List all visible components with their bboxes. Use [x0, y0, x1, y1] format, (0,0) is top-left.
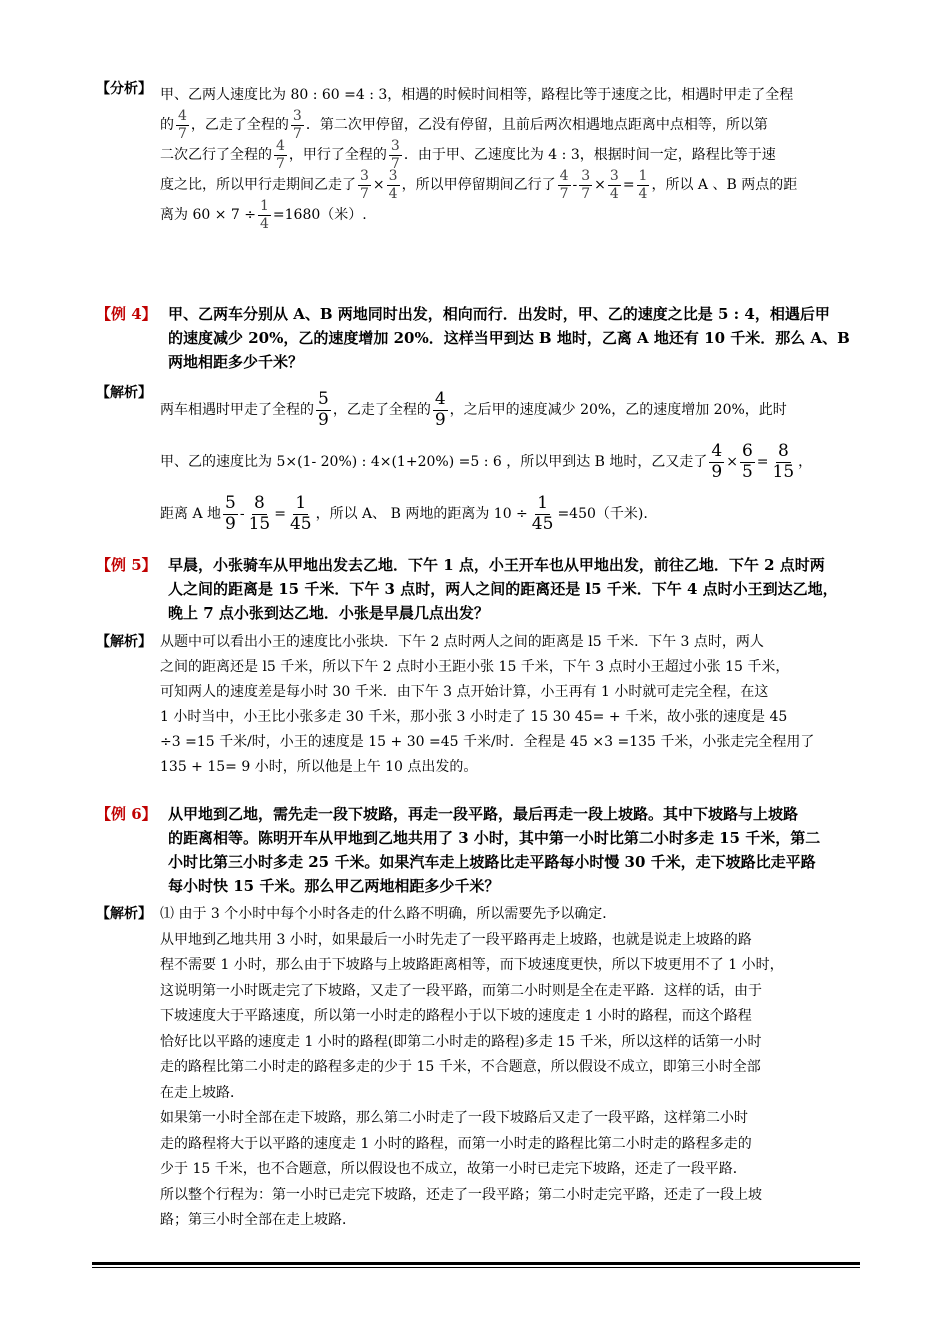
- analysis-line: [160, 140, 862, 170]
- fraction: $\frac{3}{7}$: [360, 168, 369, 202]
- solution-4: [96, 384, 862, 540]
- text-segment: ．由于甲、乙速度比为 4 : 3，根据时间一定，路程比等于速: [403, 147, 776, 163]
- solution-line: [160, 436, 862, 488]
- question-line: 甲、乙两车分别从 A、B 两地同时出发，相向而行．出发时，甲、乙的速度之比是 5 : 4，相遇后甲: [168, 305, 830, 323]
- text-segment: ，: [798, 454, 813, 470]
- fraction: $\frac{3}{7}$: [581, 168, 591, 202]
- solution-line: 所以整个行程为：第一小时已走完下坡路，还走了一段平路；第二小时走完平路，还走了一段上坡: [160, 1186, 762, 1203]
- question-line: 的速度减少 20%，乙的速度增加 20%．这样当甲到达 B 地时，乙离 A 地还有 10 千米．那么 A、B: [168, 329, 850, 347]
- solution-line: 在走上坡路．: [160, 1084, 244, 1101]
- example-label: 【例 4】: [96, 305, 157, 323]
- text-segment: 离为 60 × 7 ÷: [160, 207, 256, 223]
- text-segment: -: [572, 177, 578, 193]
- example-label: 【例 5】: [96, 556, 157, 574]
- text-segment: 距离 A 地: [160, 506, 222, 522]
- fraction: $\frac{3}{4}$: [388, 168, 398, 202]
- solution-line: 恰好比以平路的速度走 1 小时的路程(即第二小时走的路程)多走 15 千米，所以这样的话第一小时: [160, 1033, 762, 1050]
- fraction: $\frac{1}{45}$: [289, 492, 312, 534]
- question-line: 人之间的距离是 15 千米．下午 3 点时，两人之间的距离还是 l5 千米．下午 4 点时小王到达乙地，: [168, 580, 838, 598]
- solution-line: 如果第一小时全部在走下坡路，那么第二小时走了一段下坡路后又走了一段平路，这样第二小时: [160, 1110, 748, 1126]
- question-line: 晚上 7 点小张到达乙地．小张是早晨几点出发？: [168, 604, 489, 622]
- analysis-line: [160, 110, 862, 140]
- fraction: $\frac{4}{9}$: [434, 388, 446, 430]
- fraction: $\frac{4}{7}$: [276, 138, 285, 172]
- fraction: $\frac{4}{9}$: [711, 440, 723, 482]
- fraction: $\frac{1}{4}$: [259, 198, 269, 232]
- solution-6: [96, 902, 862, 1234]
- fraction: $\frac{4}{7}$: [559, 168, 569, 202]
- text-segment: =: [756, 454, 769, 470]
- fraction: $\frac{8}{15}$: [248, 492, 271, 534]
- text-segment: =1680（米）.: [272, 207, 367, 223]
- solution-line: 下坡速度大于平路速度，所以第一小时走的路程小于以下坡的速度走 1 小时的路程，而这个路程: [160, 1008, 752, 1024]
- solution-line: 走的路程比第二小时走的路程多走的少于 15 千米，不合题意，所以假设不成立，即第三小时全部: [160, 1059, 761, 1075]
- analysis-line: [160, 200, 862, 230]
- text-segment: ，乙走了全程的: [332, 402, 431, 418]
- example-label: 【例 6】: [96, 805, 157, 823]
- solution-label: 【解析】: [96, 906, 152, 922]
- fraction: $\frac{3}{4}$: [609, 168, 619, 202]
- footer-divider: [92, 1262, 860, 1268]
- analysis-label: 【分析】: [96, 81, 152, 97]
- text-segment: ，所以 A、 B 两地的距离为 10 ÷: [315, 506, 528, 522]
- text-segment: -: [239, 506, 245, 522]
- text-segment: ×: [594, 177, 606, 193]
- question-line: 两地相距多少千米？: [168, 353, 304, 371]
- solution-line: 从题中可以看出小王的速度比小张块．下午 2 点时两人之间的距离是 l5 千米．下午 3 点时，两人: [160, 634, 764, 650]
- text-segment: ．第二次甲停留，乙没有停留，且前后两次相遇地点距离中点相等，所以第: [305, 117, 768, 133]
- fraction: $\frac{5}{9}$: [225, 492, 236, 534]
- text-segment: ，所以甲停留期间乙行了: [401, 177, 556, 193]
- example-5: [96, 553, 862, 625]
- example-6: [96, 802, 862, 898]
- solution-line: 少于 15 千米，也不合题意，所以假设也不成立，故第一小时已走完下坡路，还走了一段平路．: [160, 1161, 747, 1177]
- solution-line: [160, 488, 862, 540]
- solution-line: 这说明第一小时既走完了下坡路，又走了一段平路，而第二小时则是全在走平路．这样的话，由于: [160, 982, 762, 999]
- fraction: $\frac{8}{15}$: [772, 440, 795, 482]
- solution-5: [96, 630, 862, 780]
- analysis-line: [160, 170, 862, 200]
- analysis-line: 甲、乙两人速度比为 80 : 60 =4 : 3，相遇的时候时间相等，路程比等于速度之比，相遇时甲走了全程: [160, 87, 794, 103]
- solution-line: 程不需要 1 小时，那么由于下坡路与上坡路距离相等，而下坡速度更快，所以下坡更用不了 1 小时，: [160, 957, 784, 973]
- example-4: [96, 302, 862, 374]
- solution-line: 可知两人的速度差是每小时 30 千米．由下午 3 点开始计算，小王再有 1 小时就可走完全程，在这: [160, 684, 769, 700]
- solution-line: 1 小时当中，小王比小张多走 30 千米，那小张 3 小时走了 15 30 45= + 千米，故小张的速度是 45: [160, 709, 788, 725]
- solution-line: 之间的距离还是 l5 千米，所以下午 2 点时小王距小张 15 千米，下午 3 点时小王超过小张 15 千米，: [160, 659, 790, 675]
- text-segment: ，乙走了全程的: [190, 117, 289, 133]
- solution-label: 【解析】: [96, 634, 152, 650]
- text-segment: ，甲行了全程的: [288, 147, 387, 163]
- solution-line: ÷3 =15 千米/时，小王的速度是 15 + 30 =45 千米/时．全程是 45 ×3 =135 千米，小张走完全程用了: [160, 734, 815, 750]
- fraction: $\frac{1}{4}$: [638, 168, 648, 202]
- solution-line: 走的路程将大于以平路的速度走 1 小时的路程，而第一小时走的路程比第二小时走的路程多走的: [160, 1135, 752, 1152]
- solution-label: 【解析】: [96, 385, 152, 401]
- analysis-block: [96, 80, 862, 230]
- question-line: 从甲地到乙地，需先走一段下坡路，再走一段平路，最后再走一段上坡路。其中下坡路与上坡路: [168, 805, 799, 823]
- solution-line: 135 + 15= 9 小时，所以他是上午 10 点出发的。: [160, 759, 478, 775]
- solution-line: 从甲地到乙地共用 3 小时，如果最后一小时先走了一段平路再走上坡路，也就是说走上坡路的路: [160, 931, 752, 948]
- text-segment: =: [622, 177, 635, 193]
- text-segment: ，所以 A 、B 两点的距: [651, 177, 798, 193]
- fraction: $\frac{4}{7}$: [178, 108, 187, 142]
- fraction: $\frac{3}{7}$: [292, 108, 302, 142]
- text-segment: ×: [372, 177, 385, 193]
- question-line: 每小时快 15 千米。那么甲乙两地相距多少千米？: [168, 877, 500, 895]
- text-segment: 的: [160, 117, 174, 133]
- text-segment: 甲、乙的速度比为 5×(1- 20%) : 4×(1+20%) =5 : 6 ，所以甲到达 B 地时，乙又走了: [160, 454, 708, 470]
- text-segment: =: [274, 506, 286, 522]
- fraction: $\frac{6}{5}$: [741, 440, 753, 482]
- question-line: 早晨，小张骑车从甲地出发去乙地．下午 1 点，小王开车也从甲地出发，前往乙地．下午 2 点时两: [168, 556, 825, 574]
- solution-line: 路；第三小时全部在走上坡路．: [160, 1212, 356, 1228]
- text-segment: ，之后甲的速度减少 20%，乙的速度增加 20%，此时: [449, 402, 787, 418]
- question-line: 的距离相等。陈明开车从甲地到乙地共用了 3 小时，其中第一小时比第二小时多走 15 千米，第二: [168, 829, 821, 847]
- text-segment: ×: [726, 454, 738, 470]
- text-segment: 二次乙行了全程的: [160, 147, 272, 163]
- fraction: $\frac{3}{7}$: [390, 138, 400, 172]
- solution-line: ⑴ 由于 3 个小时中每个小时各走的什么路不明确，所以需要先予以确定．: [160, 906, 617, 922]
- question-line: 小时比第三小时多走 25 千米。如果汽车走上坡路比走平路每小时慢 30 千米，走下坡路比走平路: [168, 853, 816, 871]
- solution-line: [160, 384, 862, 436]
- text-segment: 两车相遇时甲走了全程的: [160, 402, 314, 418]
- fraction: $\frac{5}{9}$: [318, 388, 329, 430]
- text-segment: =450（千米).: [557, 506, 648, 522]
- text-segment: 度之比，所以甲行走期间乙走了: [160, 177, 356, 193]
- fraction: $\frac{1}{45}$: [531, 492, 554, 534]
